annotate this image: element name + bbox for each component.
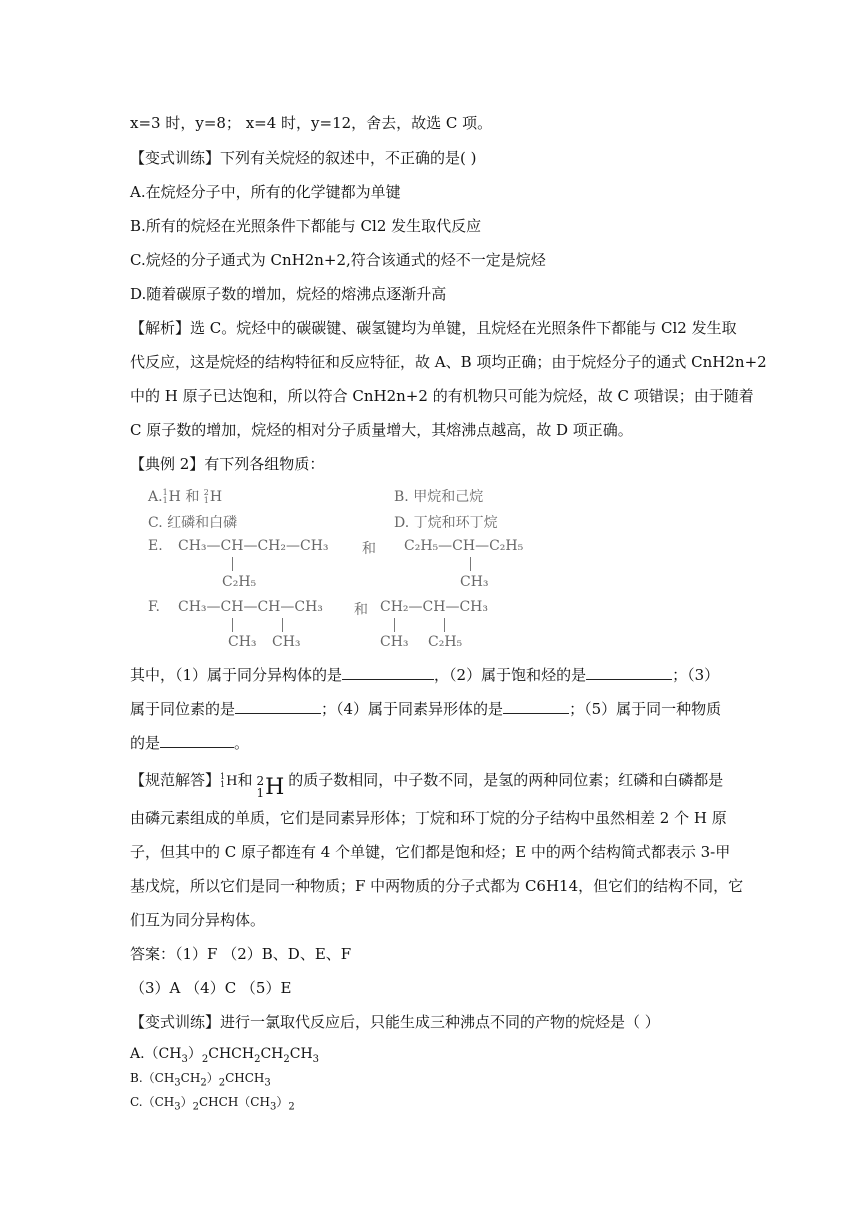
substances-diagram	[148, 484, 578, 654]
question-line: 其中，（1）属于同分异构体的是 ，（2）属于饱和烃的是 ；（3）	[130, 666, 720, 684]
answer-blank	[342, 665, 434, 680]
item-f-and: 和	[354, 602, 368, 618]
bond-line	[444, 618, 445, 632]
option-c: C.烷烃的分子通式为 CnH2n+2,符合该通式的烃不一定是烷烃	[130, 251, 546, 269]
example-heading: 【典例 2】有下列各组物质：	[130, 455, 325, 473]
exercise-heading-2: 【变式训练】进行一氯取代反应后，只能生成三种沸点不同的产物的烷烃是（ ）	[130, 1013, 660, 1031]
solution-line: 【规范解答】 1 1 H和 2 1 H 的质子数相同，中子数不同，是氢的两种同位素；红磷和白磷都是	[130, 771, 724, 800]
option-a: A.在烷烃分子中，所有的化学键都为单键	[130, 183, 401, 201]
choice-c: $C.(CH_3)_2CHCH(CH_3)_2$	[130, 1095, 295, 1113]
solution-line: 由磷元素组成的单质，它们是同素异形体；丁烷和环丁烷的分子结构中虽然相差 2 个 H 原	[130, 809, 727, 827]
text-line: x=3 时，y=8； x=4 时，y=12，舍去，故选 C 项。	[130, 114, 493, 132]
choice-b: $B.(CH_3CH_2)_2CHCH_3$	[130, 1071, 271, 1089]
answer-blank	[160, 733, 234, 748]
bond-line	[394, 618, 395, 632]
item-f-right-branch: C₂H₅	[428, 634, 463, 650]
bond-line	[282, 618, 283, 632]
item-f-left-branch: CH₃	[272, 634, 301, 650]
analysis-line: 代反应，这是烷烃的结构特征和反应特征，故 A、B 项均正确；由于烷烃分子的通式 CnH2n+2	[130, 353, 767, 371]
item-d: D. 丁烷和环丁烷	[394, 515, 498, 531]
item-e-left-formula: CH₃—CH—CH₂—CH₃	[178, 538, 329, 554]
solution-line: 子，但其中的 C 原子都连有 4 个单键，它们都是饱和烃；E 中的两个结构简式都表示 3-甲	[130, 843, 731, 861]
item-f-left-formula: CH₃—CH—CH—CH₃	[178, 599, 323, 615]
item-f-right-branch: CH₃	[380, 634, 409, 650]
bond-line	[470, 557, 471, 571]
item-f-left-branch: CH₃	[228, 634, 257, 650]
item-e-right-branch: CH₃	[460, 574, 489, 590]
item-c: C. 红磷和白磷	[148, 515, 238, 531]
analysis-line: C 原子数的增加，烷烃的相对分子质量增大，其熔沸点越高，故 D 项正确。	[130, 421, 633, 439]
exercise-heading: 【变式训练】下列有关烷烃的叙述中，不正确的是( )	[130, 149, 477, 167]
solution-line: 基戊烷，所以它们是同一种物质；F 中两物质的分子式都为 C6H14，但它们的结构不同，它	[130, 877, 744, 895]
solution-line: 们互为同分异构体。	[130, 911, 266, 929]
answers-line: 答案：（1）F （2）B、D、E、F	[130, 945, 352, 963]
question-line: 属于同位素的是 ；（4）属于同素异形体的是 ；（5）属于同一种物质	[130, 700, 722, 718]
answer-blank	[503, 699, 569, 714]
item-a: A. 1 1 H 和 2 1 H	[148, 488, 223, 505]
item-e-label: E.	[148, 538, 163, 554]
option-b: B.所有的烷烃在光照条件下都能与 Cl2 发生取代反应	[130, 217, 482, 235]
answer-blank	[235, 699, 321, 714]
bond-line	[232, 557, 233, 571]
analysis-line: 中的 H 原子已达饱和，所以符合 CnH2n+2 的有机物只可能为烷烃，故 C 项错误；由于随着	[130, 387, 754, 405]
analysis-line: 【解析】选 C。烷烃中的碳碳键、碳氢键均为单键，且烷烃在光照条件下都能与 Cl2 发生取	[130, 319, 737, 337]
item-e-left-branch: C₂H₅	[222, 574, 257, 590]
item-e-and: 和	[362, 541, 376, 557]
item-b: B. 甲烷和己烷	[394, 489, 484, 505]
item-e-right-formula: C₂H₅—CH—C₂H₅	[404, 538, 524, 554]
answer-blank	[586, 665, 672, 680]
item-f-label: F.	[148, 599, 160, 615]
choice-a: $A.(CH_3)_2CHCH_2CH_2CH_3$	[130, 1046, 320, 1065]
item-f-right-formula: CH₂—CH—CH₃	[380, 599, 488, 615]
isotope-h2: 2 1 H	[256, 774, 285, 800]
bond-line	[232, 618, 233, 632]
answers-line: （3）A （4）C （5）E	[130, 979, 292, 997]
question-line: 的是 。	[130, 734, 250, 752]
option-d: D.随着碳原子数的增加，烷烃的熔沸点逐渐升高	[130, 285, 447, 303]
